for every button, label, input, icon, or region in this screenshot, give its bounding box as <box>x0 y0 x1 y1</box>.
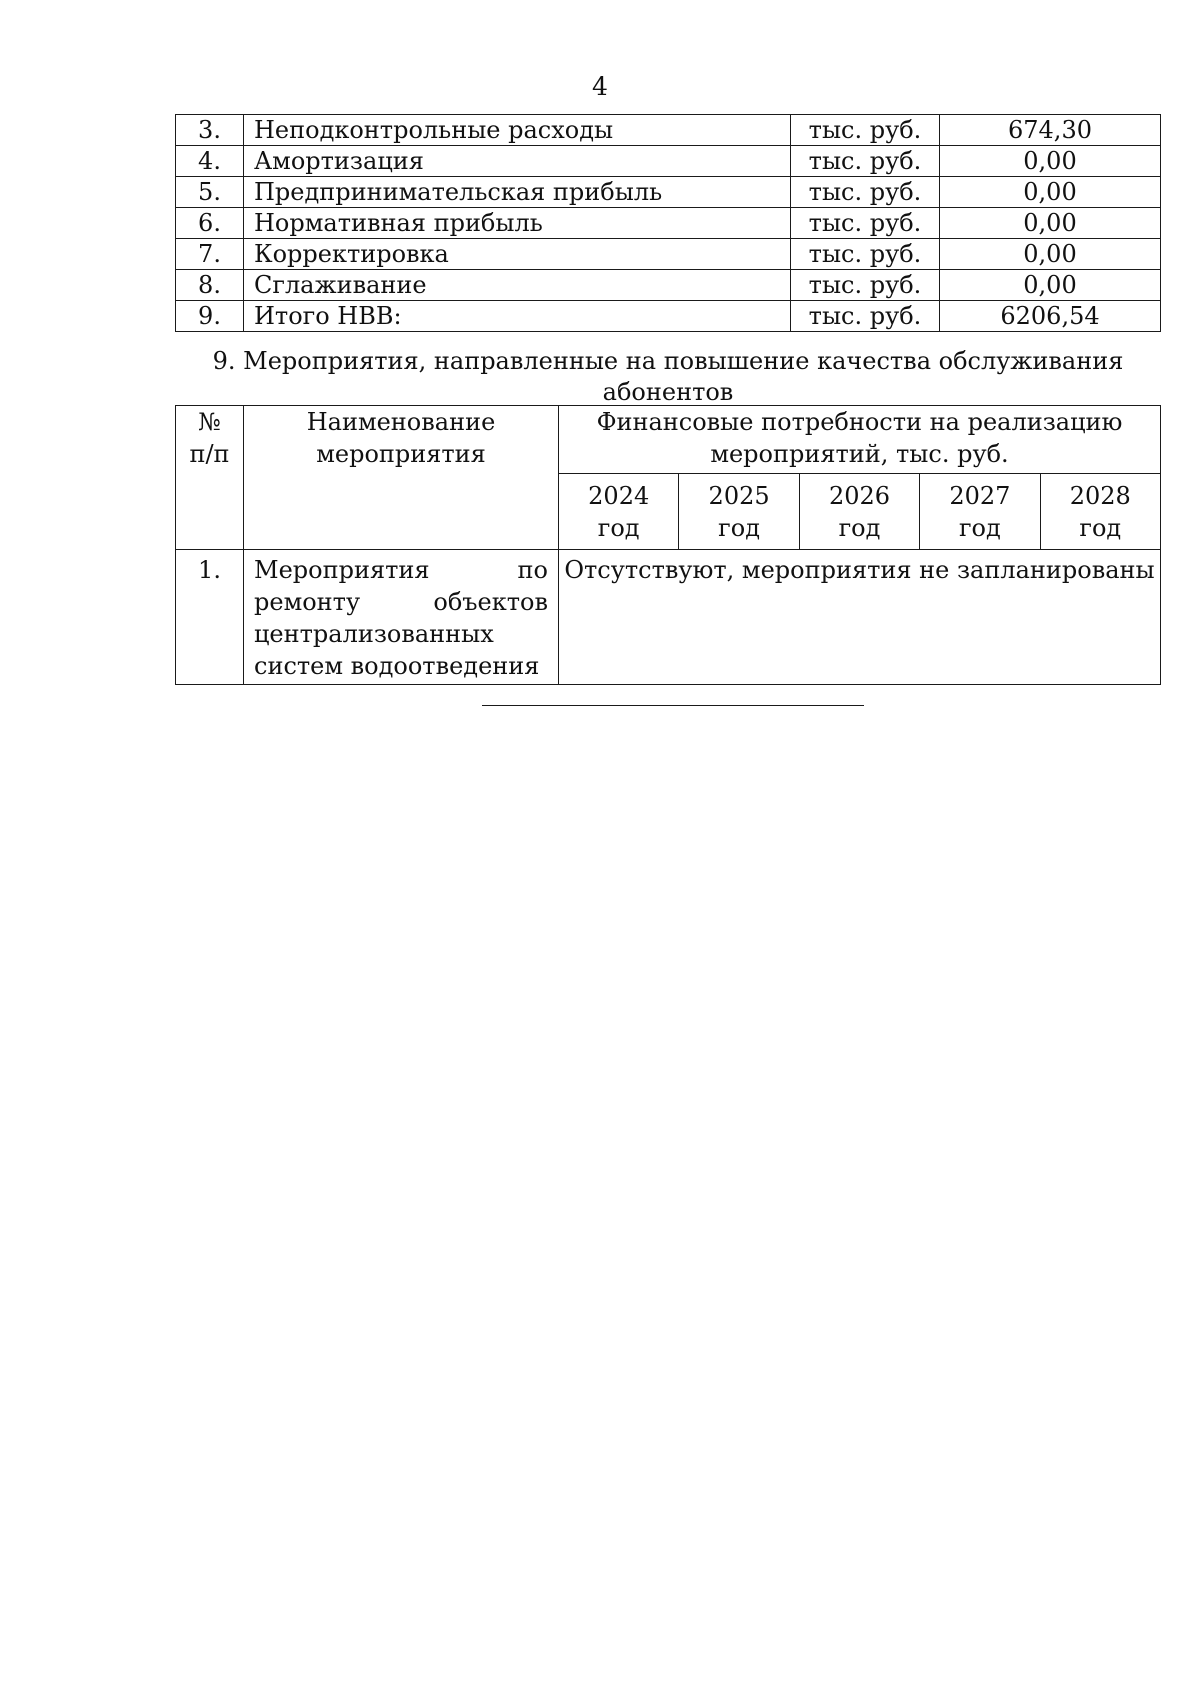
table-row <box>176 177 1161 208</box>
page-number: 4 <box>592 72 608 101</box>
header-year <box>559 474 679 550</box>
row-name: Сглаживание <box>244 270 791 301</box>
row-number: 4. <box>176 146 244 177</box>
table-row <box>176 301 1161 332</box>
header-year <box>1040 474 1160 550</box>
row-name: Амортизация <box>244 146 791 177</box>
row-value: 0,00 <box>940 208 1161 239</box>
row-number: 9. <box>176 301 244 332</box>
table-row <box>176 239 1161 270</box>
row-unit: тыс. руб. <box>791 208 940 239</box>
year-suffix: год <box>1079 513 1122 542</box>
table-row <box>176 146 1161 177</box>
row-number: 8. <box>176 270 244 301</box>
header-financial-line: Финансовые потребности на реализацию <box>596 408 1123 436</box>
row-value: 0,00 <box>940 270 1161 301</box>
header-year <box>679 474 799 550</box>
table-row <box>176 115 1161 146</box>
row-value: 674,30 <box>940 115 1161 146</box>
year-value: 2025 <box>708 481 770 510</box>
row-value: 0,00 <box>940 177 1161 208</box>
row-unit: тыс. руб. <box>791 177 940 208</box>
row-name: Итого НВВ: <box>244 301 791 332</box>
row-name: Мероприятия по ремонту объектов централизованных систем водоотведения <box>244 550 559 685</box>
year-suffix: год <box>718 513 760 542</box>
section-title <box>175 346 1161 408</box>
year-value: 2026 <box>828 481 891 510</box>
header-number <box>176 406 244 550</box>
header-financial-needs <box>559 406 1161 474</box>
year-value: 2028 <box>1069 481 1131 510</box>
row-number: 3. <box>176 115 244 146</box>
end-divider <box>482 705 864 706</box>
header-financial-line: мероприятий, тыс. руб. <box>710 440 1009 468</box>
row-value: 0,00 <box>940 239 1161 270</box>
row-number: 6. <box>176 208 244 239</box>
row-status: Отсутствуют, мероприятия не запланированы <box>559 550 1161 685</box>
header-number-line: № <box>198 408 221 436</box>
header-number-line: п/п <box>189 440 230 468</box>
row-unit: тыс. руб. <box>791 239 940 270</box>
year-suffix: год <box>838 513 881 542</box>
year-suffix: год <box>597 513 640 542</box>
row-value: 0,00 <box>940 146 1161 177</box>
section-title-line: 9. Мероприятия, направленные на повышение качества обслуживания <box>212 347 1124 375</box>
row-name: Предпринимательская прибыль <box>244 177 791 208</box>
table-row <box>176 208 1161 239</box>
row-value: 6206,54 <box>940 301 1161 332</box>
measures-table <box>175 405 1161 685</box>
row-unit: тыс. руб. <box>791 146 940 177</box>
section-title-line: абонентов <box>602 378 734 406</box>
year-suffix: год <box>958 513 1001 542</box>
header-year <box>799 474 919 550</box>
summary-table <box>175 114 1161 332</box>
year-value: 2027 <box>949 481 1011 510</box>
row-number: 5. <box>176 177 244 208</box>
row-name: Неподконтрольные расходы <box>244 115 791 146</box>
row-unit: тыс. руб. <box>791 115 940 146</box>
year-value: 2024 <box>588 481 650 510</box>
header-year <box>920 474 1040 550</box>
row-name: Нормативная прибыль <box>244 208 791 239</box>
header-name-line: Наименование <box>306 408 496 436</box>
header-name <box>244 406 559 550</box>
table-header-row <box>176 406 1161 474</box>
row-unit: тыс. руб. <box>791 270 940 301</box>
row-unit: тыс. руб. <box>791 301 940 332</box>
row-name: Корректировка <box>244 239 791 270</box>
row-number: 1. <box>176 550 244 685</box>
table-row <box>176 550 1161 685</box>
row-number: 7. <box>176 239 244 270</box>
table-row <box>176 270 1161 301</box>
header-name-line: мероприятия <box>316 440 486 468</box>
